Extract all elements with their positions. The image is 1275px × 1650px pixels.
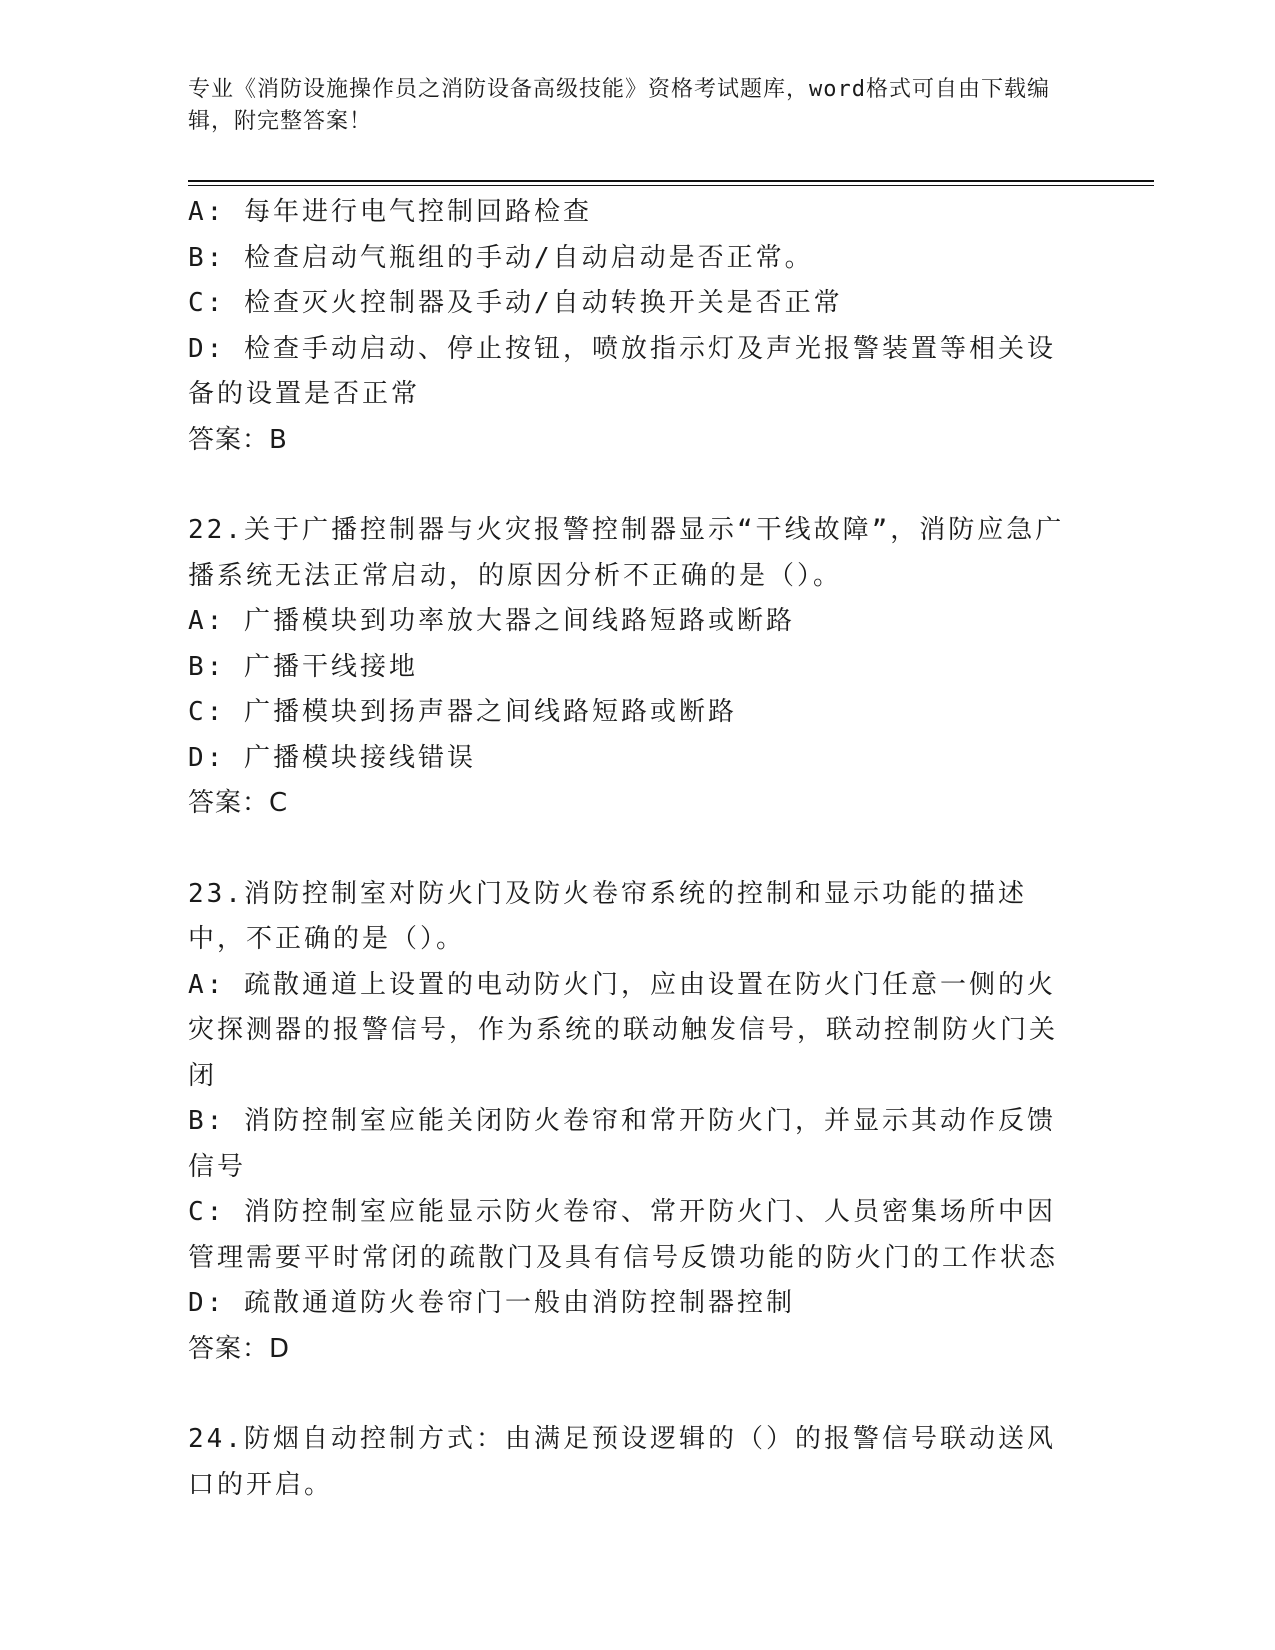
question-block [188, 190, 1078, 463]
question-stem: 22.关于广播控制器与火灾报警控制器显示“干线故障”，消防应急广播系统无法正常启动，的原因分析不正确的是（）。 [188, 515, 1065, 591]
option-a: A: 广播模块到功率放大器之间线路短路或断路 [188, 606, 795, 636]
answer-line: 答案：D [188, 1333, 291, 1364]
question-stem: 24.防烟自动控制方式：由满足预设逻辑的（）的报警信号联动送风口的开启。 [188, 1424, 1056, 1500]
option-b: B: 广播干线接地 [188, 651, 418, 682]
option-a: A: 疏散通道上设置的电动防火门，应由设置在防火门任意一侧的火灾探测器的报警信号，作为系统的联动触发信号，联动控制防火门关闭 [188, 969, 1059, 1091]
answer-line: 答案：C [188, 788, 289, 818]
spacer [188, 463, 1078, 508]
question-block [188, 872, 1078, 1373]
option-a: A: 每年进行电气控制回路检查 [188, 197, 592, 227]
option-d: D: 检查手动启动、停止按钮，喷放指示灯及声光报警装置等相关设备的设置是否正常 [188, 333, 1056, 409]
question-block [188, 1417, 1078, 1508]
option-c: C: 消防控制室应能显示防火卷帘、常开防火门、人员密集场所中因管理需要平时常闭的疏散门及具有信号反馈功能的防火门的工作状态 [188, 1197, 1059, 1273]
spacer [188, 827, 1078, 872]
option-b: B: 消防控制室应能关闭防火卷帘和常开防火门，并显示其动作反馈信号 [188, 1106, 1056, 1182]
question-stem: 23.消防控制室对防火门及防火卷帘系统的控制和显示功能的描述中，不正确的是（）。 [188, 878, 1027, 954]
option-b: B: 检查启动气瓶组的手动/自动启动是否正常。 [188, 242, 814, 273]
option-d: D: 疏散通道防火卷帘门一般由消防控制器控制 [188, 1288, 795, 1318]
option-d: D: 广播模块接线错误 [188, 742, 476, 773]
spacer [188, 1372, 1078, 1417]
question-block [188, 508, 1078, 827]
answer-line: 答案：B [188, 424, 288, 455]
option-c: C: 检查灭火控制器及手动/自动转换开关是否正常 [188, 288, 843, 318]
option-c: C: 广播模块到扬声器之间线路短路或断路 [188, 697, 737, 727]
document-header: 专业《消防设施操作员之消防设备高级技能》资格考试题库，word格式可自由下载编辑，附完整答案！ [188, 77, 1050, 134]
question-list [188, 190, 1078, 1508]
header-divider [188, 180, 1154, 186]
